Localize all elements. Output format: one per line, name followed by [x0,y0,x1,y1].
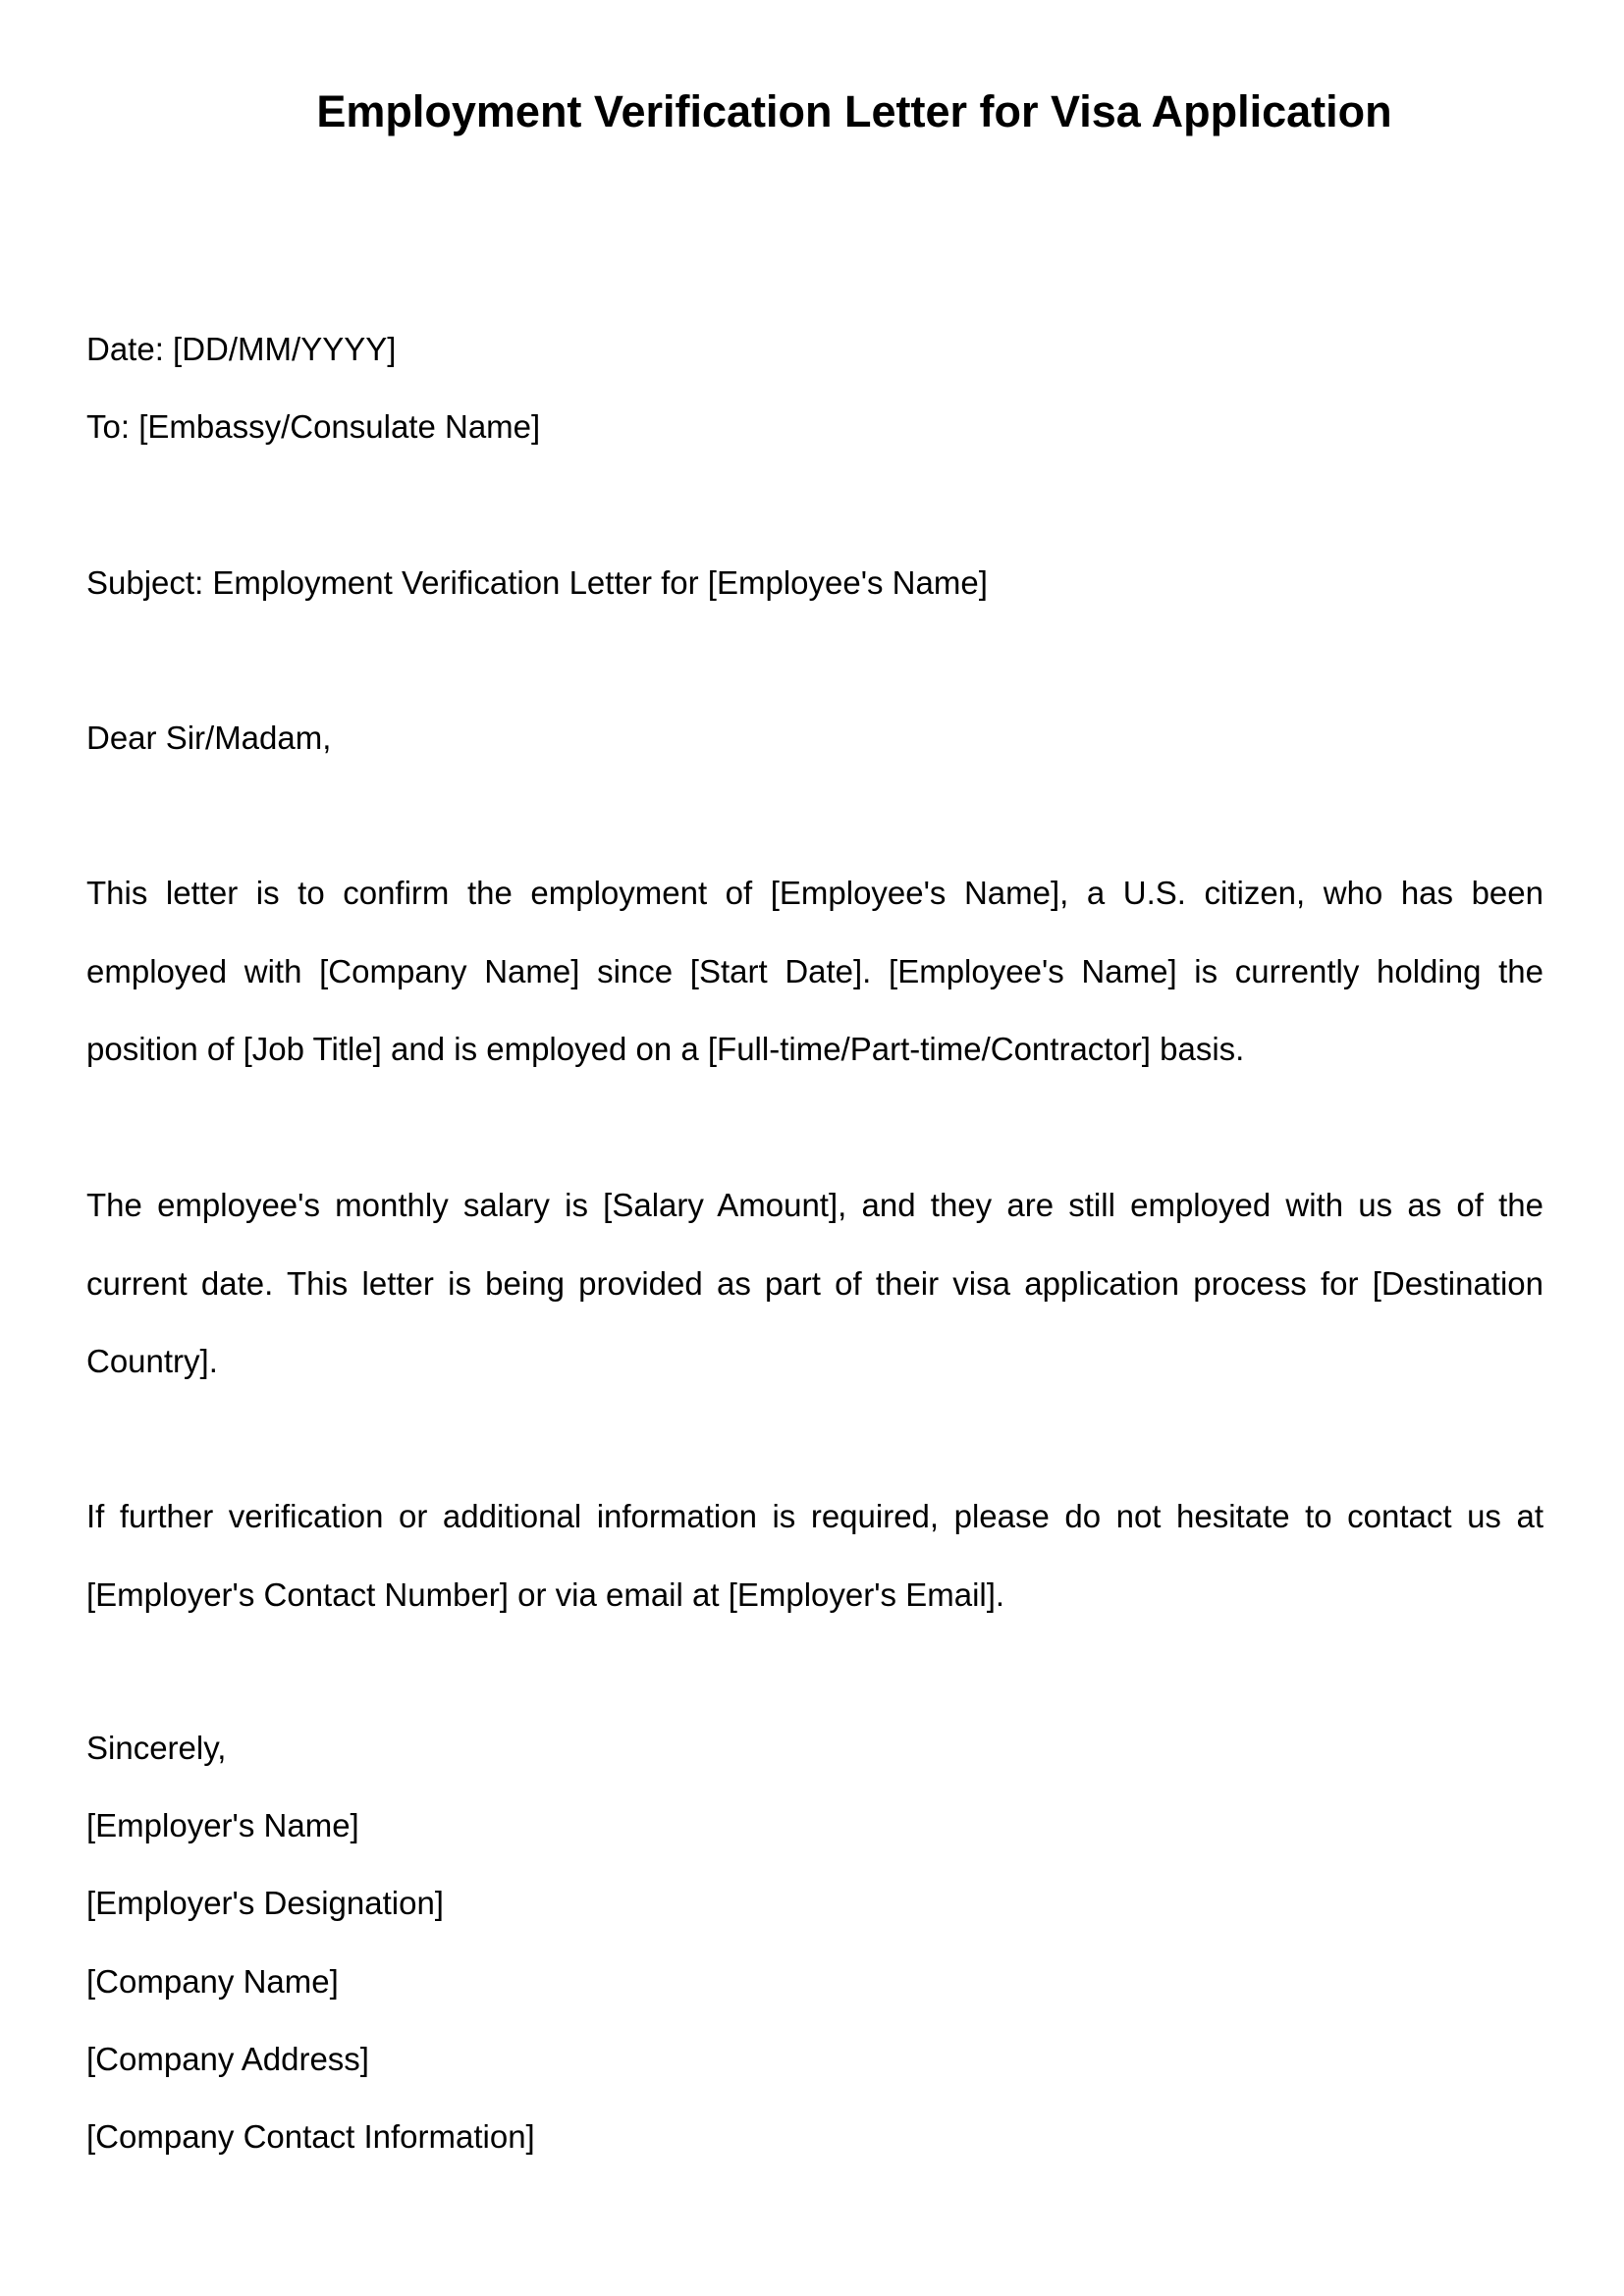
signature-employer-designation: [Employer's Designation] [86,1885,444,1921]
signature-company-contact: [Company Contact Information] [86,2118,535,2155]
signature-company-name: [Company Name] [86,1963,339,2000]
signature-company-address: [Company Address] [86,2041,369,2077]
closing: Sincerely, [86,1730,227,1766]
letter-title: Employment Verification Letter for Visa Application [316,86,1392,136]
subject-line: Subject: Employment Verification Letter for [Employee's Name] [86,564,988,601]
recipient-line: To: [Embassy/Consulate Name] [86,408,541,445]
body-paragraph-employment: This letter is to confirm the employment of [Employee's Name], a U.S. citizen, who has been employed with [Company Name] since [Start Date]. [Employee's Name] is currently holding the position of [Job Title] and is employed on a [Full-time/Part-time/Contractor] basis. [86,875,1543,1067]
date-line: Date: [DD/MM/YYYY] [86,331,397,367]
signature-employer-name: [Employer's Name] [86,1807,359,1843]
salutation: Dear Sir/Madam, [86,720,332,756]
body-paragraph-salary: The employee's monthly salary is [Salary Amount], and they are still employed with us as of the current date. This letter is being provided as part of their visa application process for [Destination Country]. [86,1187,1543,1379]
body-paragraph-contact: If further verification or additional information is required, please do not hesitate to contact us at [Employer's Contact Number] or via email at [Employer's Email]. [86,1498,1543,1613]
